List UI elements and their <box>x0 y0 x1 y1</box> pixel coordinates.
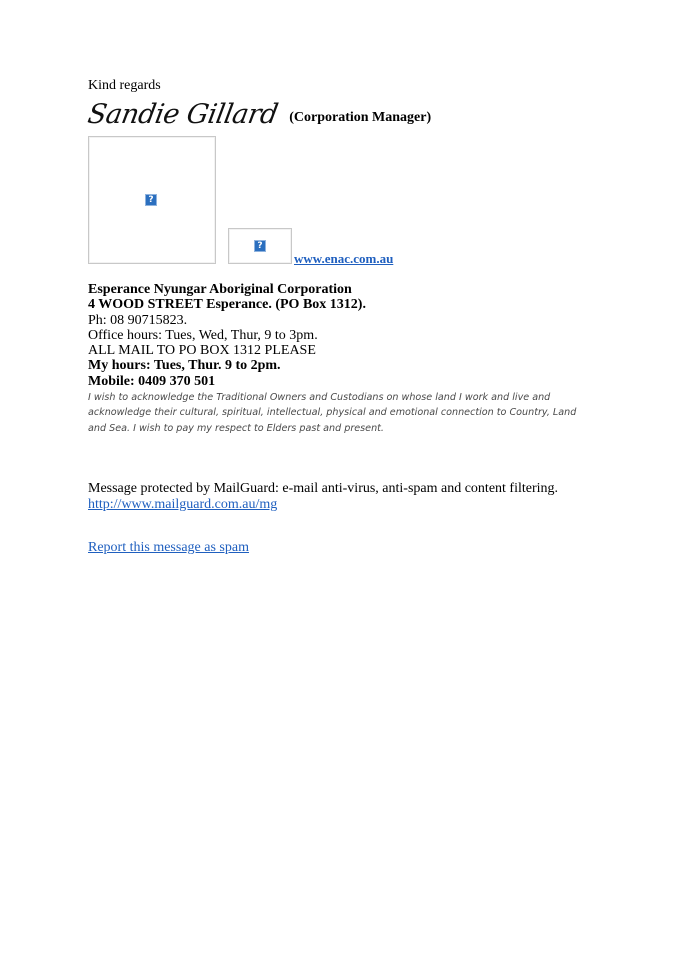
website-link[interactable]: www.enac.com.au <box>294 251 394 266</box>
mailguard-message: Message protected by MailGuard: e-mail anti-virus, anti-spam and content filtering. <box>88 481 559 496</box>
signature-role: (Corporation Manager) <box>289 110 432 125</box>
broken-image-icon: ? <box>254 240 266 252</box>
signature-row <box>85 99 432 134</box>
office-hours: Office hours: Tues, Wed, Thur, 9 to 3pm. <box>88 327 318 343</box>
mail-note: ALL MAIL TO PO BOX 1312 PLEASE <box>88 343 316 359</box>
signature-name: Sandie Gillard <box>85 99 281 130</box>
my-hours: My hours: Tues, Thur. 9 to 2pm. <box>88 358 281 374</box>
street-address: 4 WOOD STREET Esperance. (PO Box 1312). <box>88 297 366 313</box>
closing-text: Kind regards <box>88 78 161 93</box>
report-spam-link[interactable]: Report this message as spam <box>88 540 249 555</box>
small-image-placeholder[interactable] <box>228 228 292 264</box>
broken-image-icon: ? <box>145 194 157 206</box>
mailguard-notice <box>88 481 558 512</box>
org-name: Esperance Nyungar Aboriginal Corporation <box>88 282 352 297</box>
large-image-placeholder[interactable] <box>88 136 216 264</box>
acknowledgement-text: I wish to acknowledge the Traditional Owners and Custodians on whose land I work and live and acknowledge their cultural, spiritual, intellectual, physical and emotional connection to Country, Land and Sea. I wish to pay my respect to Elders past and present. <box>88 392 577 434</box>
mobile-number: Mobile: 0409 370 501 <box>88 373 216 389</box>
phone-number: Ph: 08 90715823. <box>88 312 188 328</box>
mailguard-link[interactable]: http://www.mailguard.com.au/mg <box>88 496 278 512</box>
contact-block <box>88 282 366 389</box>
report-spam <box>88 540 249 556</box>
